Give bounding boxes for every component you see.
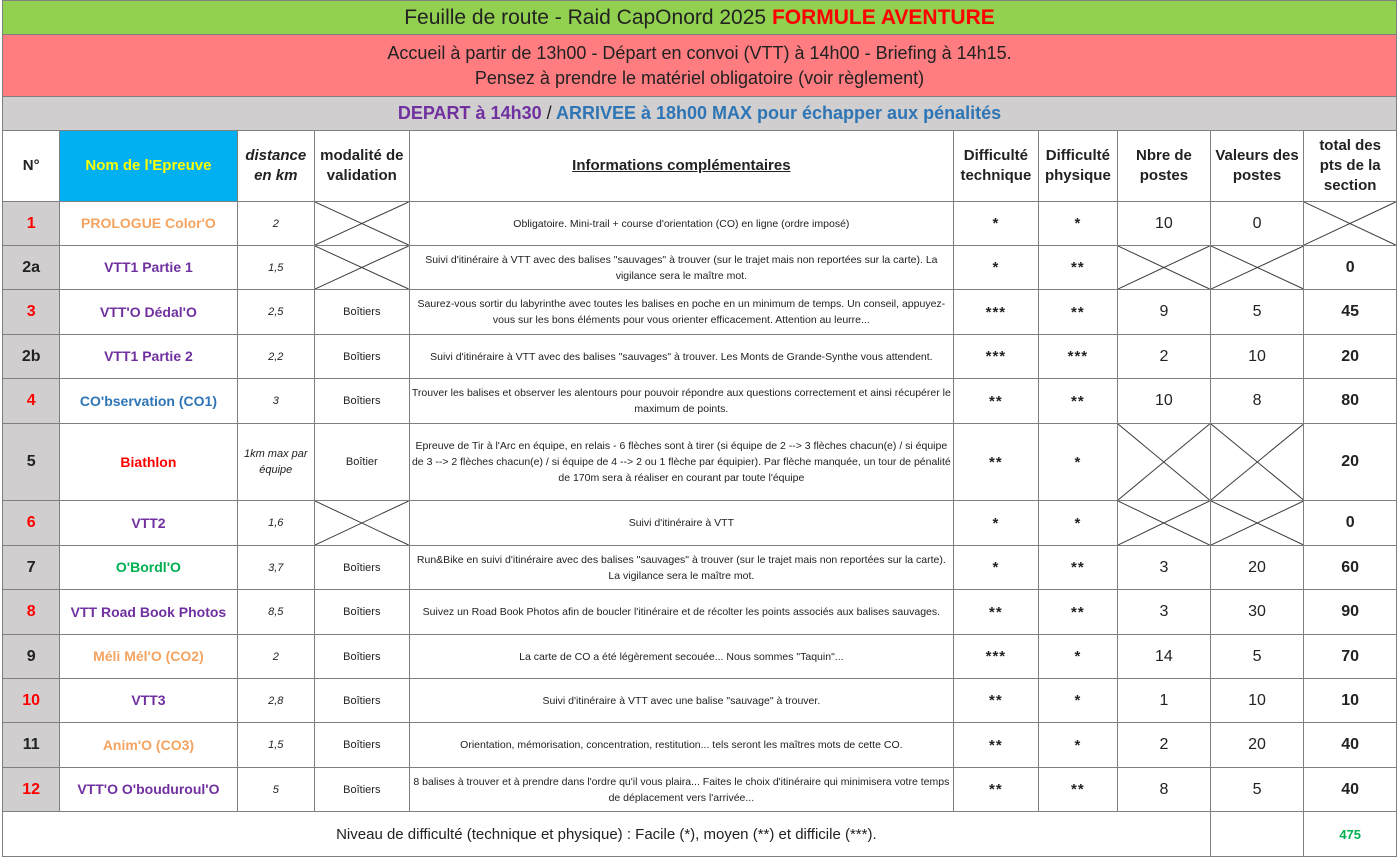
table-header-row [3, 131, 1397, 202]
stage-val-postes [1210, 424, 1304, 501]
stage-name: VTT Road Book Photos [60, 590, 237, 635]
stage-val-postes: 8 [1210, 379, 1304, 424]
stage-modalite: Boîtiers [315, 679, 410, 723]
table-row [3, 335, 1397, 379]
crossed-out-mark [1211, 246, 1304, 289]
roadmap-sheet [2, 0, 1397, 857]
stage-number: 12 [3, 768, 60, 812]
stage-name: VTT'O O'bouduroul'O [60, 768, 237, 812]
stage-diff-phys: * [1038, 635, 1118, 679]
depart-text: DEPART à 14h30 [397, 103, 542, 123]
stage-diff-phys: ** [1038, 290, 1118, 335]
table-row [3, 635, 1397, 679]
stage-total: 0 [1304, 501, 1397, 546]
stage-total [1304, 202, 1397, 246]
stage-modalite: Boîtiers [315, 723, 410, 768]
stage-nb-postes [1118, 424, 1211, 501]
stage-modalite: Boîtiers [315, 335, 410, 379]
stage-diff-tech: ** [954, 679, 1039, 723]
table-row [3, 246, 1397, 290]
stage-total: 20 [1304, 424, 1397, 501]
stage-total: 90 [1304, 590, 1397, 635]
stage-distance: 1,5 [237, 723, 315, 768]
table-row [3, 202, 1397, 246]
stage-total: 80 [1304, 379, 1397, 424]
stage-val-postes: 10 [1210, 335, 1304, 379]
col-header-num: N° [3, 131, 60, 202]
col-header-modalite: modalité de validation [315, 131, 410, 202]
stage-distance: 2,2 [237, 335, 315, 379]
col-header-val-postes: Valeurs des postes [1210, 131, 1304, 202]
depart-separator: / [546, 103, 552, 123]
stage-modalite: Boîtiers [315, 379, 410, 424]
col-header-total: total des pts de la section [1304, 131, 1397, 202]
stage-diff-tech: * [954, 501, 1039, 546]
stage-name: VTT1 Partie 2 [60, 335, 237, 379]
stage-distance: 8,5 [237, 590, 315, 635]
stage-number: 10 [3, 679, 60, 723]
stage-nb-postes [1118, 246, 1211, 290]
stage-info: Suivez un Road Book Photos afin de boucler l'itinéraire et de récolter les points associés aux balises sauvages. [409, 590, 954, 635]
stage-val-postes: 20 [1210, 546, 1304, 590]
stage-val-postes [1210, 501, 1304, 546]
stage-val-postes: 10 [1210, 679, 1304, 723]
stage-info: Suivi d'itinéraire à VTT avec des balises "sauvages" à trouver (sur le trajet mais non reportées sur la carte). La vigilance sera le maître mot. [409, 246, 954, 290]
table-row [3, 768, 1397, 812]
stage-info: 8 balises à trouver et à prendre dans l'ordre qu'il vous plaira... Faites le choix d'itinéraire qui minimisera votre temps de déplacement vers l'arrivée... [409, 768, 954, 812]
stage-modalite: Boîtiers [315, 768, 410, 812]
footer-row [3, 812, 1397, 857]
stage-total: 60 [1304, 546, 1397, 590]
table-row [3, 723, 1397, 768]
stage-diff-phys: * [1038, 424, 1118, 501]
stage-name: CO'bservation (CO1) [60, 379, 237, 424]
table-row [3, 290, 1397, 335]
stage-diff-tech: *** [954, 290, 1039, 335]
stage-total: 10 [1304, 679, 1397, 723]
stage-nb-postes [1118, 501, 1211, 546]
stage-diff-phys: ** [1038, 379, 1118, 424]
stage-diff-tech: * [954, 202, 1039, 246]
col-header-infos-label: Informations complémentaires [572, 157, 791, 174]
stage-nb-postes: 3 [1118, 546, 1211, 590]
stage-number: 1 [3, 202, 60, 246]
stage-nb-postes: 9 [1118, 290, 1211, 335]
stage-number: 4 [3, 379, 60, 424]
stage-name: VTT1 Partie 1 [60, 246, 237, 290]
stage-diff-phys: ** [1038, 768, 1118, 812]
stage-name: VTT'O Dédal'O [60, 290, 237, 335]
crossed-out-mark [315, 501, 409, 545]
crossed-out-mark [315, 246, 409, 289]
stage-number: 2b [3, 335, 60, 379]
col-header-name: Nom de l'Epreuve [60, 131, 237, 202]
stage-diff-phys: *** [1038, 335, 1118, 379]
title-band [2, 0, 1397, 34]
stage-nb-postes: 1 [1118, 679, 1211, 723]
col-header-diff-tech: Difficulté technique [954, 131, 1039, 202]
stage-info: Saurez-vous sortir du labyrinthe avec toutes les balises en poche en un minimum de temps. Un conseil, appuyez-vous sur les bons éléments pour vous orienter efficacement. Attention au leurre... [409, 290, 954, 335]
stage-info: Suivi d'itinéraire à VTT avec des balises "sauvages" à trouver. Les Monts de Grande-Synthe vous attendent. [409, 335, 954, 379]
stages-table [2, 130, 1397, 857]
stage-nb-postes: 10 [1118, 202, 1211, 246]
stage-diff-tech: *** [954, 635, 1039, 679]
stage-nb-postes: 10 [1118, 379, 1211, 424]
stage-val-postes: 5 [1210, 768, 1304, 812]
col-header-distance: distance en km [237, 131, 315, 202]
stage-name: Méli Mél'O (CO2) [60, 635, 237, 679]
stage-diff-phys: ** [1038, 546, 1118, 590]
table-row [3, 679, 1397, 723]
stage-distance: 2 [237, 202, 315, 246]
stage-distance: 5 [237, 768, 315, 812]
table-row [3, 379, 1397, 424]
stage-diff-phys: ** [1038, 590, 1118, 635]
stage-diff-tech: ** [954, 723, 1039, 768]
stage-name: VTT3 [60, 679, 237, 723]
stage-number: 5 [3, 424, 60, 501]
stage-distance: 2,5 [237, 290, 315, 335]
stage-info: Run&Bike en suivi d'itinéraire avec des balises "sauvages" à trouver (sur le trajet mais non reportées sur la carte). La vigilance sera le maître mot. [409, 546, 954, 590]
stage-modalite: Boîtiers [315, 635, 410, 679]
stage-nb-postes: 2 [1118, 335, 1211, 379]
table-row [3, 424, 1397, 501]
stage-distance: 2,8 [237, 679, 315, 723]
stage-info: Obligatoire. Mini-trail + course d'orientation (CO) en ligne (ordre imposé) [409, 202, 954, 246]
stage-distance: 1,6 [237, 501, 315, 546]
stage-number: 2a [3, 246, 60, 290]
stage-distance: 3,7 [237, 546, 315, 590]
stage-nb-postes: 14 [1118, 635, 1211, 679]
table-row [3, 546, 1397, 590]
stage-total: 20 [1304, 335, 1397, 379]
stage-nb-postes: 2 [1118, 723, 1211, 768]
stage-info: Epreuve de Tir à l'Arc en équipe, en relais - 6 flèches sont à tirer (si équipe de 2 --> 3 flèches chacun(e) / si équipe de 3 --> 2 flèches chacun(e) / si équipe de 4 --> 2 ou 1 flèche par équipier). Par flèche manquée, un tour de pénalité de 170m sera à réaliser en courant par toute l'équipe [409, 424, 954, 501]
arrivee-text: ARRIVEE à 18h00 MAX pour échapper aux pénalités [555, 103, 1002, 123]
stage-modalite [315, 246, 410, 290]
stage-val-postes: 30 [1210, 590, 1304, 635]
stage-diff-tech: * [954, 546, 1039, 590]
difficulty-legend: Niveau de difficulté (technique et physique) : Facile (*), moyen (**) et difficile (***). [3, 812, 1211, 857]
stage-total: 0 [1304, 246, 1397, 290]
stage-distance: 2 [237, 635, 315, 679]
stage-number: 8 [3, 590, 60, 635]
col-header-nb-postes: Nbre de postes [1118, 131, 1211, 202]
stage-diff-tech: ** [954, 590, 1039, 635]
stage-info: Trouver les balises et observer les alentours pour pouvoir répondre aux questions correctement et ainsi récupérer le maximum de points. [409, 379, 954, 424]
stage-info: Suivi d'itinéraire à VTT [409, 501, 954, 546]
crossed-out-mark [1211, 424, 1304, 500]
info-band [2, 34, 1397, 96]
stage-name: VTT2 [60, 501, 237, 546]
stage-distance: 1km max par équipe [237, 424, 315, 501]
depart-band [2, 96, 1397, 130]
title-accent: FORMULE AVENTURE [771, 6, 995, 29]
crossed-out-mark [1211, 501, 1304, 545]
stage-diff-tech: ** [954, 379, 1039, 424]
stage-info: La carte de CO a été légèrement secouée... Nous sommes "Taquin"... [409, 635, 954, 679]
stage-total: 40 [1304, 768, 1397, 812]
stage-diff-tech: ** [954, 768, 1039, 812]
col-header-infos [409, 131, 954, 202]
stage-modalite: Boîtiers [315, 290, 410, 335]
info-line-1: Accueil à partir de 13h00 - Départ en convoi (VTT) à 14h00 - Briefing à 14h15. [387, 43, 1012, 63]
stage-number: 6 [3, 501, 60, 546]
stage-distance: 1,5 [237, 246, 315, 290]
stage-number: 9 [3, 635, 60, 679]
grand-total: 475 [1304, 812, 1397, 857]
stage-name: Anim'O (CO3) [60, 723, 237, 768]
stage-diff-tech: *** [954, 335, 1039, 379]
footer-empty-cell [1210, 812, 1304, 857]
crossed-out-mark [315, 202, 409, 245]
stage-number: 3 [3, 290, 60, 335]
stage-diff-tech: * [954, 246, 1039, 290]
stage-diff-phys: * [1038, 723, 1118, 768]
col-header-diff-phys: Difficulté physique [1038, 131, 1118, 202]
stage-modalite: Boîtiers [315, 546, 410, 590]
stage-nb-postes: 8 [1118, 768, 1211, 812]
table-row [3, 501, 1397, 546]
title-prefix: Feuille de route - Raid CapOnord 2025 [404, 6, 772, 29]
stage-modalite: Boîtier [315, 424, 410, 501]
stage-diff-phys: * [1038, 679, 1118, 723]
crossed-out-mark [1304, 202, 1396, 245]
stage-val-postes: 0 [1210, 202, 1304, 246]
stage-name: Biathlon [60, 424, 237, 501]
table-row [3, 590, 1397, 635]
info-line-2: Pensez à prendre le matériel obligatoire (voir règlement) [474, 68, 925, 88]
stage-diff-tech: ** [954, 424, 1039, 501]
stage-modalite [315, 501, 410, 546]
stage-modalite: Boîtiers [315, 590, 410, 635]
stage-diff-phys: * [1038, 202, 1118, 246]
stage-name: PROLOGUE Color'O [60, 202, 237, 246]
stage-nb-postes: 3 [1118, 590, 1211, 635]
stage-name: O'Bordl'O [60, 546, 237, 590]
stage-total: 45 [1304, 290, 1397, 335]
stage-val-postes: 20 [1210, 723, 1304, 768]
stage-diff-phys: * [1038, 501, 1118, 546]
crossed-out-mark [1118, 501, 1210, 545]
crossed-out-mark [1118, 424, 1210, 500]
crossed-out-mark [1118, 246, 1210, 289]
stage-val-postes: 5 [1210, 290, 1304, 335]
stage-info: Suivi d'itinéraire à VTT avec une balise "sauvage" à trouver. [409, 679, 954, 723]
stage-total: 70 [1304, 635, 1397, 679]
stage-distance: 3 [237, 379, 315, 424]
stage-diff-phys: ** [1038, 246, 1118, 290]
stage-val-postes: 5 [1210, 635, 1304, 679]
stage-modalite [315, 202, 410, 246]
stage-number: 7 [3, 546, 60, 590]
stage-val-postes [1210, 246, 1304, 290]
stage-total: 40 [1304, 723, 1397, 768]
stage-info: Orientation, mémorisation, concentration, restitution... tels seront les maîtres mots de cette CO. [409, 723, 954, 768]
stage-number: 11 [3, 723, 60, 768]
